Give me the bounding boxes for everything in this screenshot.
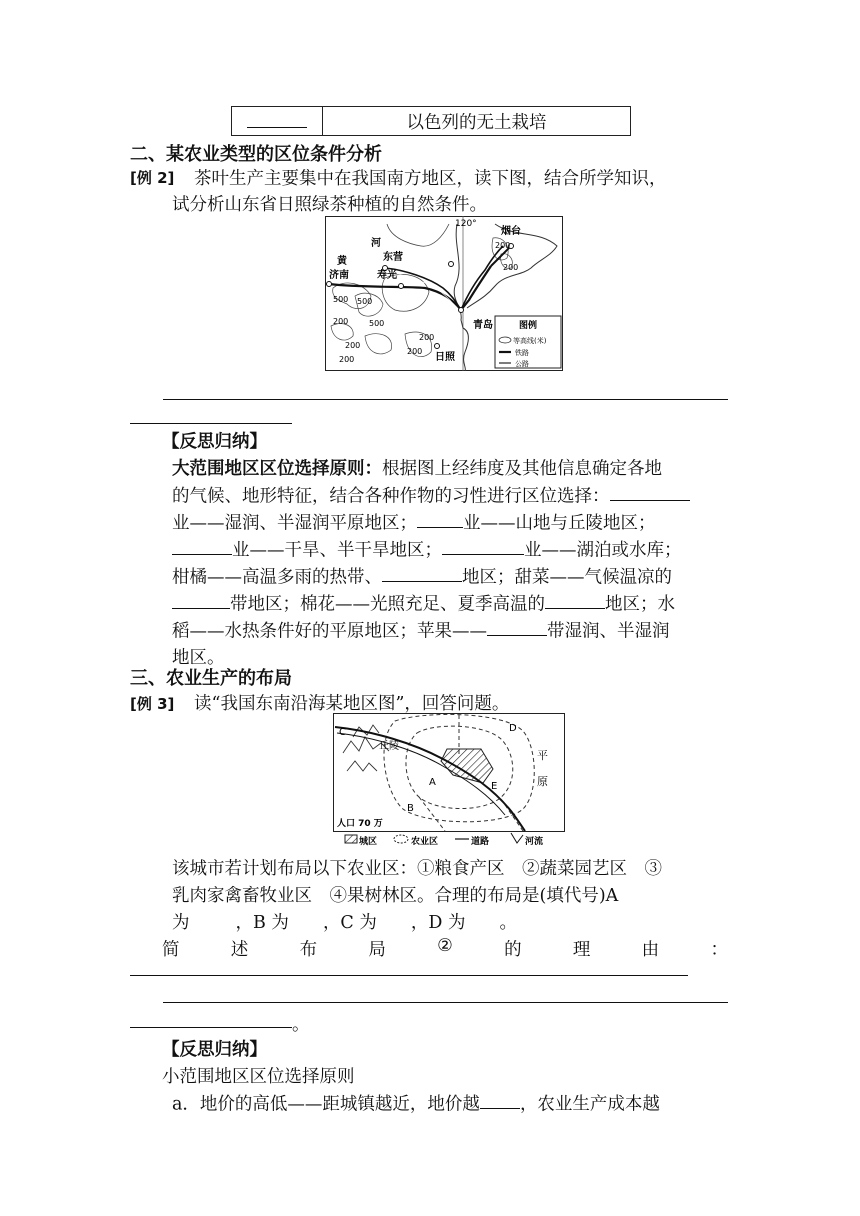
reflection-subtitle: 小范围地区区位选择原则 [162, 1067, 355, 1087]
section-heading-3: 三、农业生产的布局 [130, 668, 292, 689]
map-label: B [407, 803, 414, 814]
map-label: 日照 [435, 352, 455, 363]
question-text: 述 [230, 940, 249, 960]
legend-item: 公路 [515, 360, 529, 368]
map-label: 平 [537, 749, 548, 762]
question-text: 。 [499, 913, 517, 933]
question-text: 局 [368, 940, 386, 960]
reflection-text: 带湿润、半湿润 [547, 621, 670, 642]
map-label: 济南 [329, 270, 349, 281]
reflection-text: 稻——水热条件好的平原地区；苹果—— [172, 621, 487, 642]
question-text: 读“我国东南沿海某地区图”，回答问题。 [194, 694, 510, 714]
question-text: 为 [172, 913, 190, 933]
contour-label: 200 [339, 355, 355, 364]
reflection-line [172, 590, 675, 615]
question-text: 的 [504, 940, 522, 960]
reflection-text: 柑橘——高温多雨的热带、 [172, 567, 382, 588]
reflection-text: 地区；水 [605, 594, 675, 615]
contour-label: 200 [503, 263, 519, 272]
fill-blank[interactable] [480, 1090, 520, 1109]
map-label: 原 [537, 775, 548, 788]
fill-line [172, 909, 517, 934]
fill-blank[interactable] [487, 617, 547, 636]
map-label: A [429, 777, 436, 788]
map-label: 烟台 [501, 226, 521, 237]
legend-title: 图例 [519, 321, 538, 331]
section-heading-2: 二、某农业类型的区位条件分析 [130, 144, 382, 165]
map-label: 黄 [337, 256, 347, 267]
answer-line[interactable] [163, 1002, 728, 1003]
contour-label: 200 [419, 333, 435, 342]
reflection-line [172, 482, 690, 507]
map-label: 东营 [383, 252, 403, 263]
fill-blank[interactable] [382, 563, 462, 582]
example-label: [例 2] [130, 169, 175, 187]
map-label: D [509, 723, 517, 734]
map-label: 120° [455, 219, 477, 229]
question-text: ，D 为 [410, 913, 466, 933]
end-period: 。 [292, 1015, 310, 1035]
answer-line[interactable] [130, 423, 292, 424]
reflection-line [172, 1090, 660, 1115]
question-text: 布 [299, 940, 318, 960]
contour-label: 500 [357, 297, 373, 306]
contour-label: 200 [345, 341, 361, 350]
fill-blank[interactable] [442, 536, 524, 555]
question-text: ，C 为 [322, 913, 377, 933]
reflection-text: a．地价的高低——距城镇越近，地价越 [172, 1094, 480, 1115]
fill-blank[interactable] [610, 482, 690, 501]
map-label: 青岛 [473, 320, 493, 331]
reflection-text: 业——湿润、半湿润平原地区； [172, 513, 417, 534]
reflection-text: 业——湖泊或水库； [524, 540, 682, 561]
reflection-heading: 【反思归纳】 [162, 1040, 267, 1060]
legend-item: 河流 [525, 837, 544, 847]
reflection-line [172, 617, 670, 642]
answer-line[interactable] [163, 399, 728, 400]
reflection-text: 业——干旱、半干旱地区； [232, 540, 442, 561]
contour-label: 200 [407, 347, 423, 356]
fill-blank[interactable] [172, 590, 230, 609]
contour-label: 500 [333, 295, 349, 304]
reflection-line [172, 563, 672, 588]
fill-blank[interactable] [247, 109, 307, 128]
question-text: 该城市若计划布局以下农业区：①粮食产区 ②蔬菜园艺区 ③ [172, 859, 662, 879]
question-text: ② [437, 936, 453, 956]
fill-blank[interactable] [545, 590, 605, 609]
spaced-line [162, 936, 728, 961]
question-text: ，B 为 [235, 913, 289, 933]
contour-label: 200 [495, 241, 511, 250]
southeast-coast-map [333, 713, 565, 849]
question-text: 理 [572, 940, 591, 960]
question-text: ： [710, 940, 728, 960]
reflection-line [172, 455, 662, 480]
map-label: E [491, 781, 498, 792]
question-text: 乳肉家禽畜牧业区 ④果树林区。合理的布局是(填代号)A [172, 886, 619, 906]
legend-item: 道路 [471, 837, 490, 847]
legend-item: 等高线(米) [513, 337, 547, 345]
reflection-text: 带地区；棉花——光照充足、夏季高温的 [230, 594, 545, 615]
population-label: 人口 70 万 [337, 819, 383, 829]
question-text: 试分析山东省日照绿茶种植的自然条件。 [172, 195, 487, 215]
question-text: 简 [162, 940, 180, 960]
example-label: [例 3] [130, 695, 175, 713]
table-cell-text: 以色列的无土栽培 [323, 107, 631, 136]
question-text: 茶叶生产主要集中在我国南方地区，读下图，结合所学知识， [194, 169, 667, 189]
legend-item: 铁路 [515, 349, 529, 357]
answer-line[interactable] [130, 1027, 292, 1028]
question-text: 由 [641, 940, 660, 960]
reflection-text: 业——山地与丘陵地区； [463, 513, 656, 534]
fill-blank[interactable] [172, 536, 232, 555]
reflection-text: 根据图上经纬度及其他信息确定各地 [382, 459, 662, 479]
legend-item: 城区 [359, 837, 378, 847]
reflection-text: ，农业生产成本越 [519, 1094, 660, 1115]
principle-title: 大范围地区区位选择原则： [172, 459, 382, 479]
map-label: 寿光 [377, 270, 397, 281]
reflection-line [172, 509, 656, 534]
reflection-text: 的气候、地形特征，结合各种作物的习性进行区位选择： [172, 486, 610, 507]
map-label: 河 [371, 238, 381, 249]
reflection-text: 地区；甜菜——气候温凉的 [462, 567, 672, 588]
map-label: C [339, 727, 346, 738]
answer-line[interactable] [130, 975, 688, 976]
reflection-line [172, 536, 682, 561]
contour-label: 200 [333, 317, 349, 326]
map-label: 丘陵 [379, 741, 399, 752]
reflection-heading: 【反思归纳】 [162, 432, 267, 452]
contour-label: 500 [369, 319, 385, 328]
answer-table [231, 106, 631, 136]
table-cell-blank [232, 107, 323, 136]
fill-blank[interactable] [417, 509, 463, 528]
shandong-map [325, 216, 563, 371]
reflection-line: 地区。 [172, 648, 225, 668]
legend-item: 农业区 [411, 837, 439, 847]
